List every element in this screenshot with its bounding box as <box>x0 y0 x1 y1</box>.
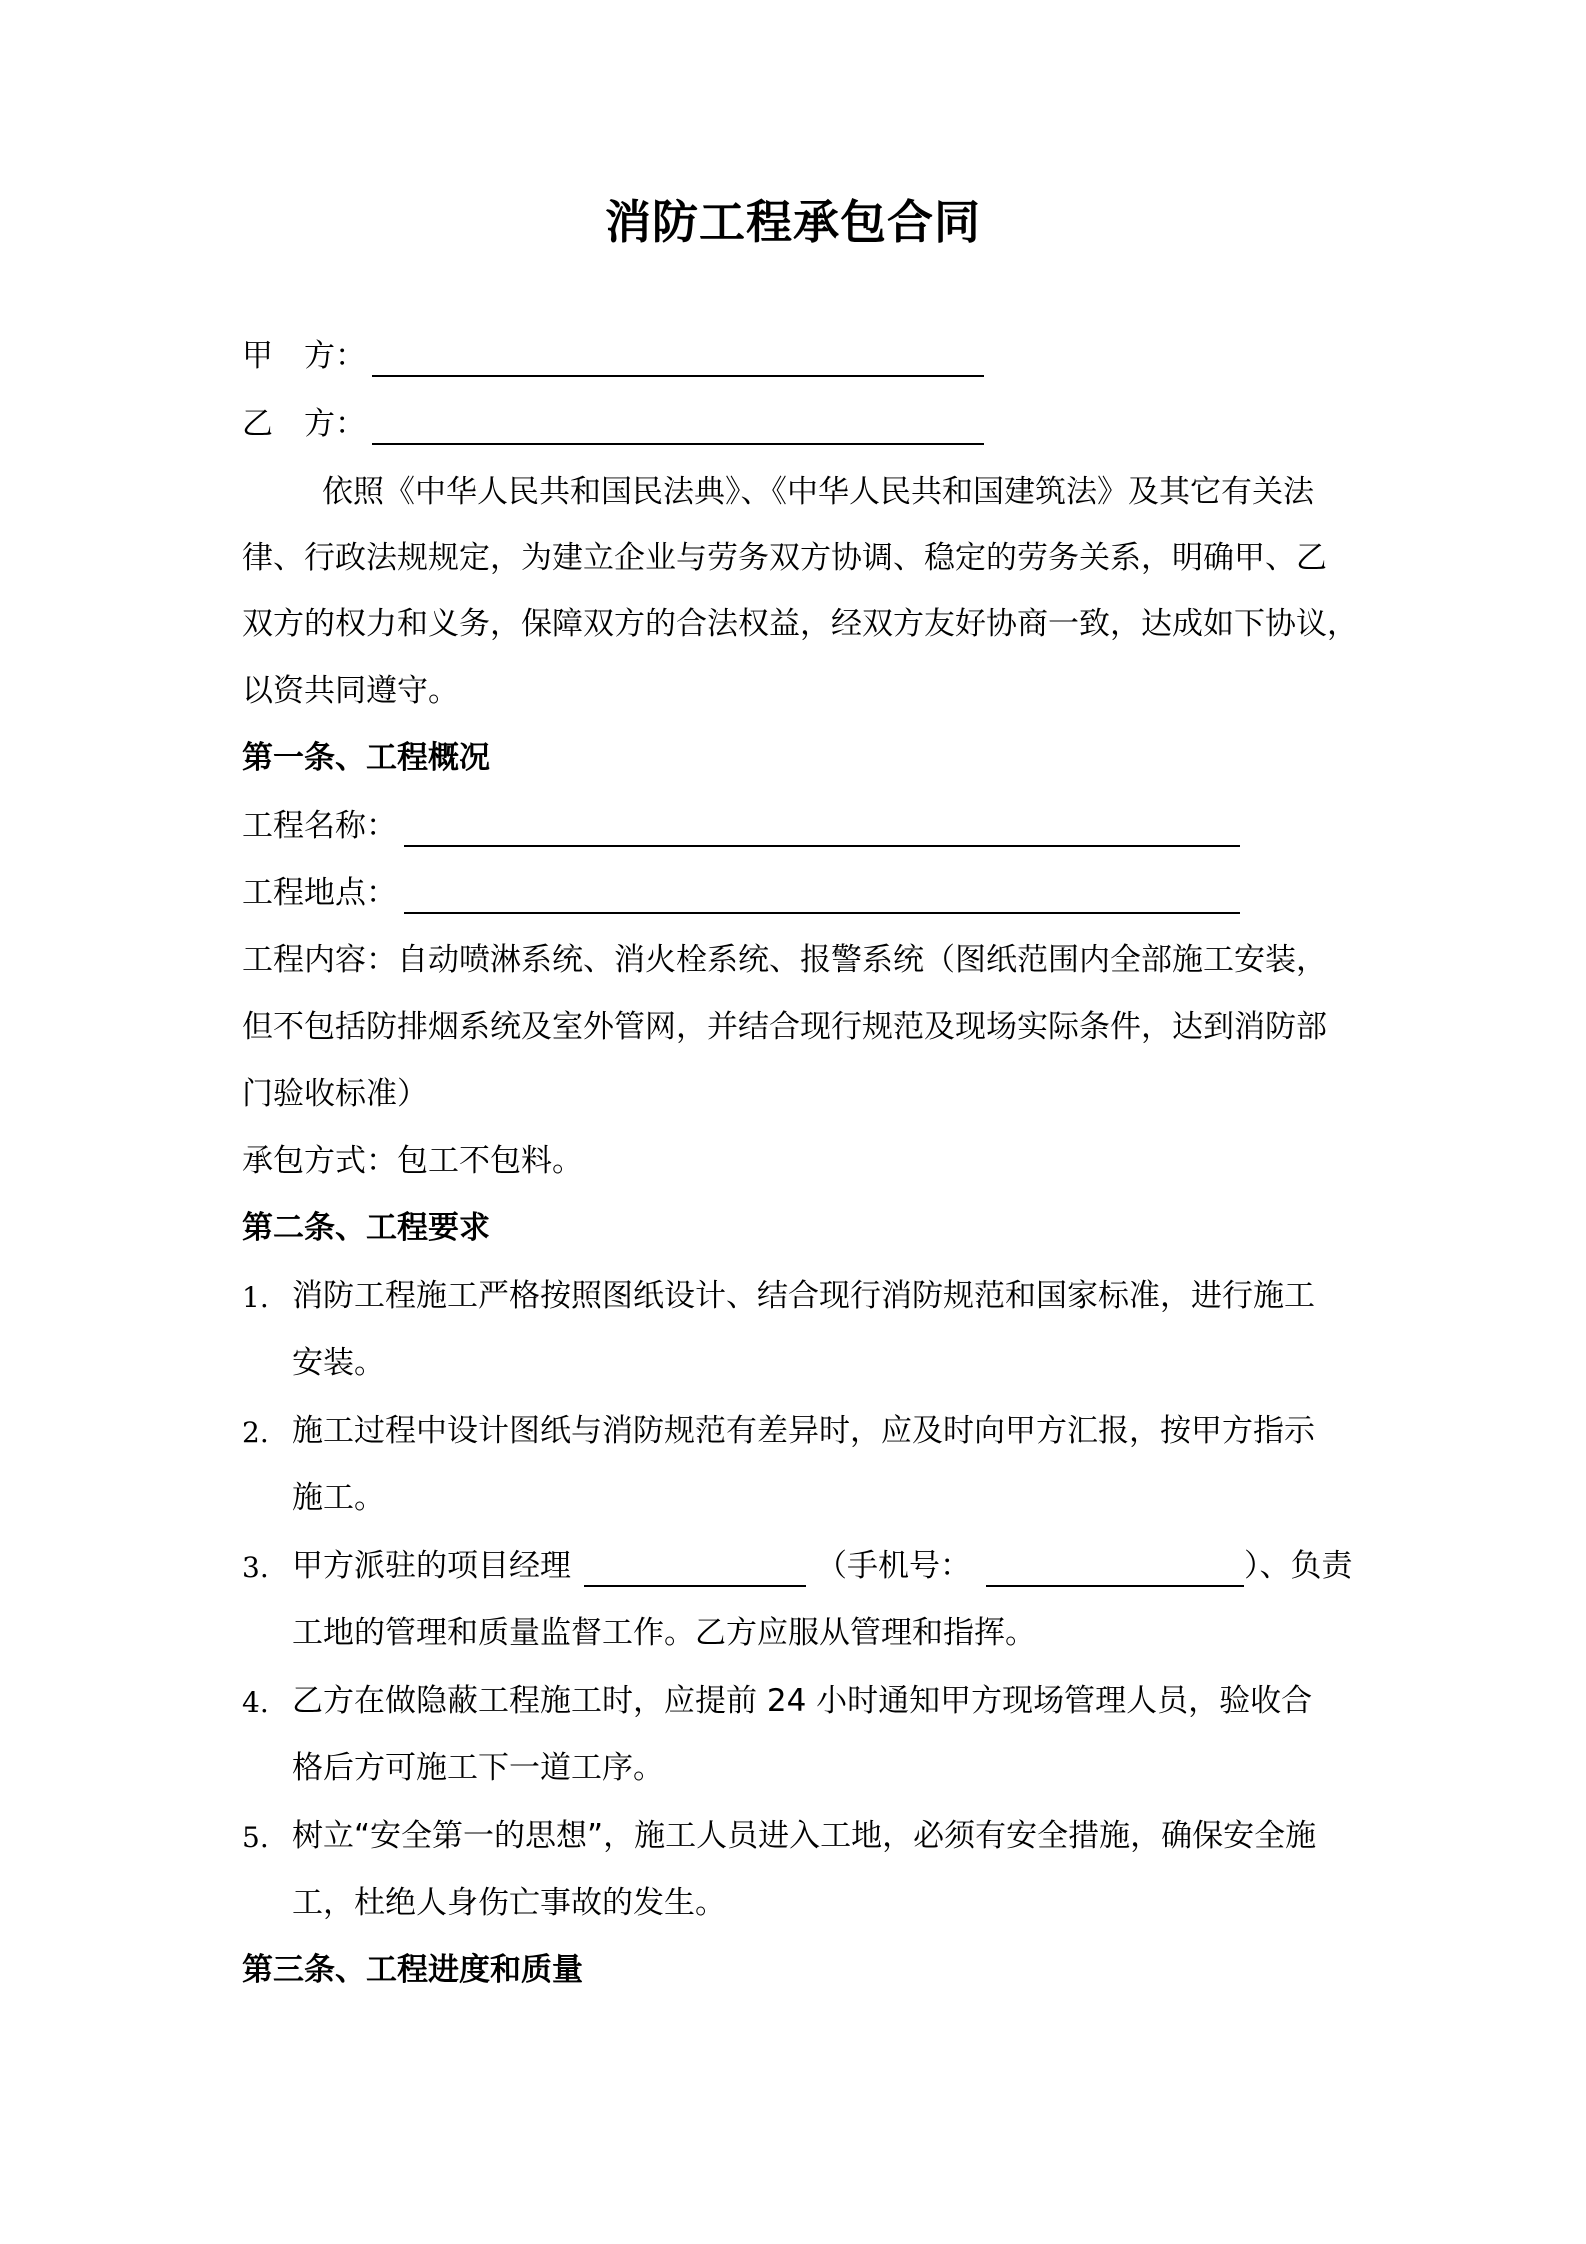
project-content-line-2: 但不包括防排烟系统及室外管网，并结合现行规范及现场实际条件，达到消防部 <box>242 1009 1327 1045</box>
project-name-blank[interactable] <box>404 845 1240 847</box>
item-3-line-1c: ）、负责 <box>1244 1548 1353 1584</box>
party-b-blank[interactable] <box>372 443 984 445</box>
item-2-line-1: 施工过程中设计图纸与消防规范有差异时，应及时向甲方汇报，按甲方指示 <box>292 1413 1315 1449</box>
item-3-line-2: 工地的管理和质量监督工作。乙方应服从管理和指挥。 <box>292 1615 1036 1651</box>
item-2-number: 2. <box>242 1416 269 1449</box>
item-3-number: 3. <box>242 1551 269 1584</box>
project-content-line-3: 门验收标准） <box>242 1076 428 1112</box>
item-3-line-1b: （手机号： <box>816 1548 971 1584</box>
project-name-label: 工程名称： <box>242 808 397 844</box>
item-1-number: 1. <box>242 1281 269 1314</box>
document-title: 消防工程承包合同 <box>605 195 981 249</box>
article-1-heading: 第一条、工程概况 <box>242 740 490 776</box>
project-location-blank[interactable] <box>404 912 1240 914</box>
party-b-label: 乙 方： <box>242 406 366 442</box>
item-1-line-2: 安装。 <box>292 1345 385 1381</box>
intro-line-1: 依照《中华人民共和国民法典》、《中华人民共和国建筑法》及其它有关法 <box>322 474 1314 510</box>
item-2-line-2: 施工。 <box>292 1480 385 1516</box>
item-4-line-1: 乙方在做隐蔽工程施工时，应提前 24 小时通知甲方现场管理人员，验收合 <box>292 1683 1313 1719</box>
contract-method: 承包方式：包工不包料。 <box>242 1143 583 1179</box>
item-5-line-1: 树立“安全第一的思想”，施工人员进入工地，必须有安全措施，确保安全施 <box>292 1818 1317 1854</box>
item-4-line-2: 格后方可施工下一道工序。 <box>292 1750 664 1786</box>
project-location-label: 工程地点： <box>242 875 397 911</box>
item-1-line-1: 消防工程施工严格按照图纸设计、结合现行消防规范和国家标准，进行施工 <box>292 1278 1315 1314</box>
party-a-blank[interactable] <box>372 375 984 377</box>
phone-number-blank[interactable] <box>986 1585 1244 1587</box>
article-2-heading: 第二条、工程要求 <box>242 1210 490 1246</box>
article-3-heading: 第三条、工程进度和质量 <box>242 1952 583 1988</box>
item-5-number: 5. <box>242 1821 269 1854</box>
project-content-line-1: 工程内容：自动喷淋系统、消火栓系统、报警系统（图纸范围内全部施工安装， <box>242 942 1327 978</box>
intro-line-2: 律、行政法规规定，为建立企业与劳务双方协调、稳定的劳务关系，明确甲、乙 <box>242 540 1327 576</box>
item-5-line-2: 工，杜绝人身伤亡事故的发生。 <box>292 1885 726 1921</box>
intro-line-4: 以资共同遵守。 <box>242 673 459 709</box>
intro-line-3: 双方的权力和义务，保障双方的合法权益，经双方友好协商一致，达成如下协议， <box>242 606 1358 642</box>
item-4-number: 4. <box>242 1686 269 1719</box>
project-manager-blank[interactable] <box>584 1585 806 1587</box>
party-a-label: 甲 方： <box>242 338 366 374</box>
item-3-line-1a: 甲方派驻的项目经理 <box>292 1548 571 1584</box>
